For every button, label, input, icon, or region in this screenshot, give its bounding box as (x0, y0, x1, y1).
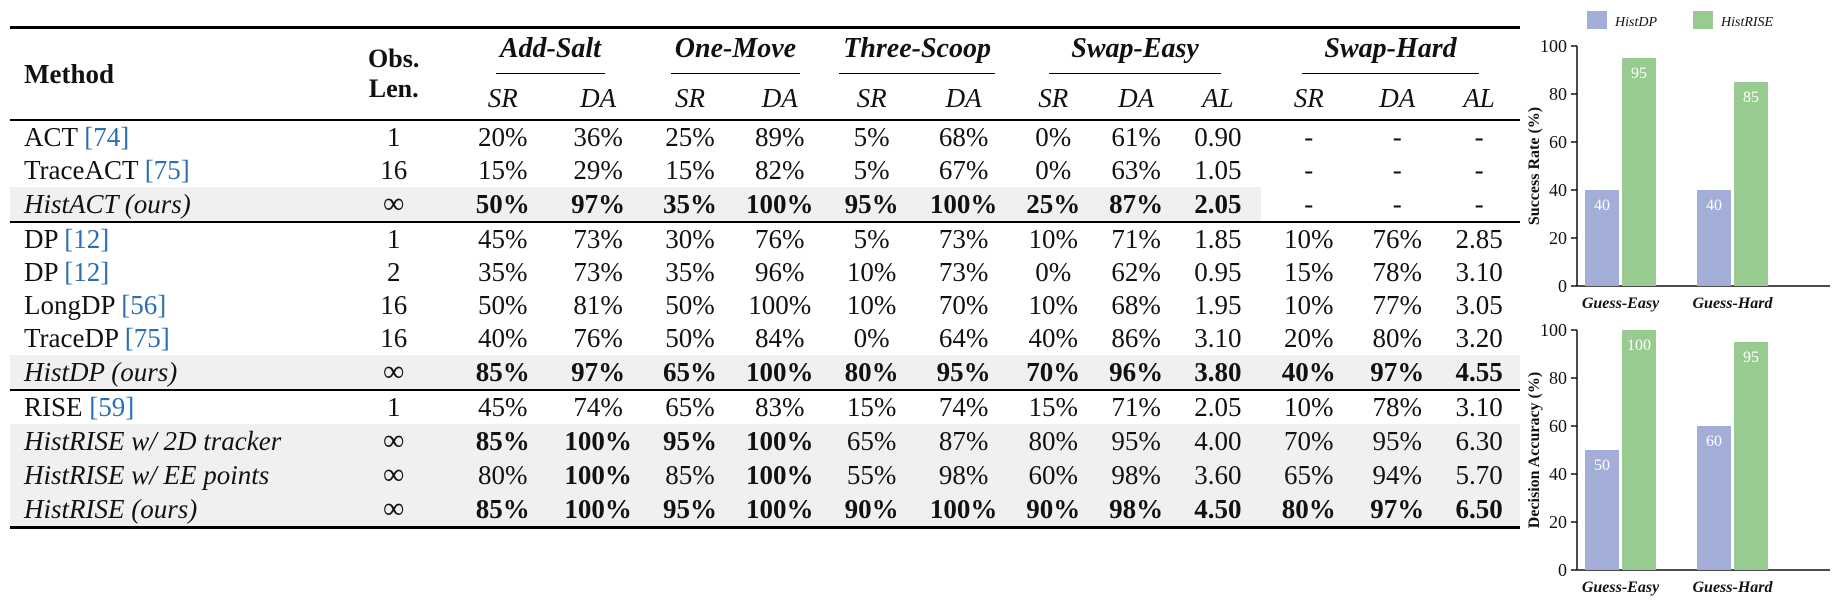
method-header: Method (10, 28, 332, 121)
bar-value-label: 40 (1594, 197, 1610, 214)
task-header-swap-hard: Swap-Hard (1261, 28, 1520, 78)
metric-cell: 10% (1028, 290, 1079, 320)
metric-header-da: DA (918, 77, 1009, 120)
metric-cell: 82% (754, 155, 805, 185)
metric-cell: 98% (1098, 492, 1175, 528)
metric-cell: 97% (550, 355, 645, 390)
metric-cell: 97% (1356, 492, 1438, 528)
y-tick-label: 40 (1549, 180, 1567, 200)
metric-cell: - (1261, 120, 1356, 154)
table-row (10, 187, 1520, 222)
citation-link[interactable]: [74] (84, 122, 130, 152)
metric-cell: 36% (550, 120, 645, 154)
metric-header-da: DA (550, 77, 645, 120)
metric-cell: 3.10 (1455, 257, 1503, 287)
results-table-container (10, 26, 1520, 529)
metric-cell: 55% (825, 458, 918, 492)
legend-label: HistDP (1615, 15, 1657, 30)
metric-cell: 65% (825, 424, 918, 458)
metric-header-sr: SR (1009, 77, 1098, 120)
metric-cell: 0.90 (1175, 120, 1261, 154)
method-label: DP (24, 257, 58, 287)
method-name (10, 120, 332, 154)
metric-cell: - (1356, 187, 1438, 222)
metric-cell: 3.80 (1175, 355, 1261, 390)
method-name (10, 492, 332, 528)
metric-cell: - (1261, 187, 1356, 222)
table-row (10, 492, 1520, 528)
y-tick-label: 40 (1549, 464, 1567, 484)
metric-cell: 80% (825, 355, 918, 390)
metric-cell: 73% (938, 257, 989, 287)
citation-link[interactable]: [75] (144, 155, 190, 185)
metric-cell: 61% (1098, 120, 1175, 154)
metric-cell: 73% (918, 222, 1009, 256)
metric-header-da: DA (734, 77, 825, 120)
method-label: HistRISE w/ EE points (24, 459, 270, 490)
metric-cell: 95% (646, 424, 735, 458)
table-row (10, 390, 1520, 424)
metric-cell: 50% (477, 290, 528, 320)
metric-cell: 0% (853, 323, 890, 353)
metric-cell: 80% (1261, 492, 1356, 528)
method-name (10, 256, 332, 289)
metric-cell: 85% (455, 424, 550, 458)
citation-link[interactable]: [59] (89, 392, 135, 422)
metric-cell: 87% (918, 424, 1009, 458)
metric-cell: 74% (918, 390, 1009, 424)
metric-cell: 98% (1098, 458, 1175, 492)
obs-len-cell: ∞ (332, 458, 455, 492)
task-header-one-move: One-Move (646, 28, 825, 78)
method-label: ACT (24, 122, 78, 152)
metric-cell: 50% (665, 323, 715, 353)
y-tick-label: 80 (1549, 368, 1567, 388)
metric-cell: 10% (1261, 390, 1356, 424)
table-row (10, 458, 1520, 492)
task-header-swap-easy: Swap-Easy (1009, 28, 1261, 78)
metric-cell: 68% (1111, 290, 1161, 320)
table-row (10, 120, 1520, 154)
metric-header-al: AL (1175, 77, 1261, 120)
method-label: HistRISE w/ 2D tracker (24, 425, 282, 456)
metric-cell: - (1392, 155, 1402, 185)
method-name (10, 424, 332, 458)
x-tick-label: Guess-Easy (1581, 579, 1660, 596)
y-axis-label: Decision Accuracy (%) (1526, 371, 1543, 529)
obs-len-cell: 1 (332, 222, 455, 256)
obs-len-line1: Obs. (368, 44, 420, 73)
metric-header-da: DA (1356, 77, 1438, 120)
metric-cell: 100% (734, 187, 825, 222)
metric-cell: 60% (1009, 458, 1098, 492)
metric-cell: 78% (1356, 390, 1438, 424)
bar (1622, 330, 1656, 570)
obs-len-cell: 16 (380, 290, 408, 320)
metric-cell: 86% (1111, 323, 1161, 353)
metric-cell: 2.85 (1438, 222, 1520, 256)
bar-value-label: 95 (1743, 349, 1759, 366)
citation-link[interactable]: [12] (64, 224, 110, 254)
y-tick-label: 60 (1549, 416, 1567, 436)
method-name (10, 355, 332, 390)
obs-len-line2: Len. (368, 74, 419, 103)
metric-cell: 77% (1372, 290, 1423, 320)
method-name (10, 322, 332, 355)
task-header-three-scoop: Three-Scoop (825, 28, 1009, 78)
metric-cell: 67% (938, 155, 989, 185)
metric-cell: 6.50 (1438, 492, 1520, 528)
metric-cell: 100% (918, 492, 1009, 528)
bar-value-label: 85 (1743, 89, 1759, 106)
metric-cell: 30% (646, 222, 735, 256)
metric-cell: 95% (1356, 424, 1438, 458)
legend-swatch (1693, 11, 1713, 29)
metric-cell: 0% (1035, 155, 1072, 185)
metric-cell: 40% (477, 323, 528, 353)
method-name (10, 289, 332, 322)
metric-cell: 0% (1009, 120, 1098, 154)
metric-header-sr: SR (825, 77, 918, 120)
metric-cell: 3.05 (1455, 290, 1503, 320)
metric-cell: 95% (1098, 424, 1175, 458)
metric-cell: 70% (938, 290, 989, 320)
method-label: HistRISE (ours) (24, 493, 198, 524)
metric-cell: 96% (754, 257, 805, 287)
y-tick-label: 60 (1549, 132, 1567, 152)
y-tick-label: 100 (1540, 320, 1567, 340)
metric-cell: 100% (550, 492, 645, 528)
metric-cell: 6.30 (1438, 424, 1520, 458)
bar-value-label: 40 (1706, 197, 1722, 214)
citation-link[interactable]: [12] (64, 257, 110, 287)
metric-cell: 97% (550, 187, 645, 222)
metric-cell: 2.05 (1175, 187, 1261, 222)
metric-cell: 15% (825, 390, 918, 424)
metric-cell: 89% (734, 120, 825, 154)
metric-cell: 40% (1028, 323, 1079, 353)
metric-cell: 3.20 (1455, 323, 1503, 353)
metric-header-sr: SR (646, 77, 735, 120)
citation-link[interactable]: [56] (121, 290, 167, 320)
metric-header-da: DA (1098, 77, 1175, 120)
table-row (10, 222, 1520, 256)
metric-cell: 85% (455, 492, 550, 528)
metric-cell: 70% (1009, 355, 1098, 390)
metric-cell: 4.55 (1438, 355, 1520, 390)
method-label: TraceACT (24, 155, 138, 185)
metric-cell: 62% (1111, 257, 1161, 287)
bar-value-label: 50 (1594, 457, 1610, 474)
method-name (10, 458, 332, 492)
bar-value-label: 95 (1631, 65, 1647, 82)
obs-len-cell: ∞ (332, 424, 455, 458)
method-label: HistACT (ours) (24, 188, 191, 219)
metric-cell: 45% (455, 390, 550, 424)
metric-cell: 68% (918, 120, 1009, 154)
metric-cell: 4.00 (1175, 424, 1261, 458)
metric-cell: 0.95 (1194, 257, 1242, 287)
metric-cell: 65% (1261, 458, 1356, 492)
y-tick-label: 20 (1549, 512, 1567, 532)
method-label: RISE (24, 392, 83, 422)
metric-cell: 5.70 (1438, 458, 1520, 492)
method-name (10, 187, 332, 222)
metric-cell: 85% (455, 355, 550, 390)
x-tick-label: Guess-Easy (1581, 295, 1660, 312)
y-tick-label: 80 (1549, 84, 1567, 104)
metric-cell: 35% (646, 187, 735, 222)
metric-cell: 10% (1261, 222, 1356, 256)
metric-cell: 78% (1372, 257, 1423, 287)
metric-cell: 63% (1111, 155, 1161, 185)
metric-cell: 2.05 (1175, 390, 1261, 424)
y-tick-label: 100 (1540, 36, 1567, 56)
metric-cell: 100% (550, 424, 645, 458)
metric-cell: 73% (550, 222, 645, 256)
results-body (10, 120, 1520, 528)
metric-cell: 4.50 (1175, 492, 1261, 528)
bar (1734, 342, 1768, 570)
table-row (10, 256, 1520, 289)
task-header-add-salt: Add-Salt (455, 28, 646, 78)
metric-cell: 100% (550, 458, 645, 492)
metric-cell: 100% (734, 492, 825, 528)
metric-cell: 5% (825, 120, 918, 154)
obs-len-cell: ∞ (332, 492, 455, 528)
metric-cell: 20% (455, 120, 550, 154)
y-tick-label: 0 (1558, 560, 1567, 580)
metric-cell: 0% (1035, 257, 1072, 287)
results-table (10, 26, 1520, 529)
obs-len-cell: 16 (380, 155, 408, 185)
metric-cell: 83% (734, 390, 825, 424)
metric-cell: 87% (1098, 187, 1175, 222)
obs-len-header (332, 28, 455, 121)
method-label: TraceDP (24, 323, 118, 353)
metric-cell: 76% (734, 222, 825, 256)
metric-cell: 81% (573, 290, 623, 320)
metric-cell: 100% (734, 424, 825, 458)
bar (1734, 82, 1768, 286)
metric-cell: 40% (1261, 355, 1356, 390)
metric-cell: 45% (455, 222, 550, 256)
legend-swatch (1587, 11, 1607, 29)
metric-cell: 15% (1283, 257, 1334, 287)
table-row (10, 355, 1520, 390)
metric-cell: 10% (846, 257, 897, 287)
metric-cell: 84% (754, 323, 805, 353)
metric-cell: - (1304, 155, 1314, 185)
metric-cell: - (1438, 120, 1520, 154)
metric-cell: 100% (748, 290, 812, 320)
metric-cell: 76% (573, 323, 623, 353)
metric-header-al: AL (1438, 77, 1520, 120)
metric-cell: 25% (1009, 187, 1098, 222)
metric-cell: 95% (646, 492, 735, 528)
metric-cell: 15% (1009, 390, 1098, 424)
obs-len-cell: 1 (332, 390, 455, 424)
metric-cell: 80% (1372, 323, 1423, 353)
y-tick-label: 20 (1549, 228, 1567, 248)
metric-header-sr: SR (1261, 77, 1356, 120)
side-charts (1525, 0, 1832, 604)
method-name (10, 154, 332, 187)
metric-cell: 15% (477, 155, 528, 185)
table-row (10, 322, 1520, 355)
y-tick-label: 0 (1558, 276, 1567, 296)
obs-len-cell: 16 (380, 323, 408, 353)
obs-len-cell: ∞ (332, 355, 455, 390)
metric-cell: 1.95 (1194, 290, 1242, 320)
metric-cell: 35% (477, 257, 528, 287)
metric-cell: 29% (573, 155, 623, 185)
metric-cell: - (1438, 187, 1520, 222)
metric-cell: 95% (918, 355, 1009, 390)
legend-label: HistRISE (1721, 15, 1774, 30)
metric-cell: 35% (665, 257, 715, 287)
metric-cell: 3.10 (1438, 390, 1520, 424)
metric-cell: 97% (1356, 355, 1438, 390)
metric-cell: 80% (455, 458, 550, 492)
metric-cell: 90% (825, 492, 918, 528)
metric-cell: 76% (1356, 222, 1438, 256)
metric-cell: - (1474, 155, 1484, 185)
citation-link[interactable]: [75] (124, 323, 170, 353)
obs-len-cell: ∞ (332, 187, 455, 222)
metric-cell: 98% (918, 458, 1009, 492)
metric-cell: 10% (1009, 222, 1098, 256)
metric-cell: 65% (646, 355, 735, 390)
metric-cell: 10% (846, 290, 897, 320)
metric-cell: 94% (1356, 458, 1438, 492)
metric-cell: 65% (646, 390, 735, 424)
method-name (10, 222, 332, 256)
metric-cell: 71% (1098, 390, 1175, 424)
metric-cell: 100% (918, 187, 1009, 222)
metric-cell: 3.60 (1175, 458, 1261, 492)
metric-cell: 25% (646, 120, 735, 154)
metric-cell: 70% (1261, 424, 1356, 458)
metric-cell: 50% (455, 187, 550, 222)
metric-cell: 5% (853, 155, 890, 185)
bar-value-label: 100 (1627, 337, 1651, 354)
metric-cell: 1.85 (1175, 222, 1261, 256)
bar (1622, 58, 1656, 286)
metric-cell: 95% (825, 187, 918, 222)
metric-cell: 80% (1009, 424, 1098, 458)
obs-len-cell: 2 (386, 257, 401, 287)
metric-cell: 85% (646, 458, 735, 492)
metric-cell: 64% (938, 323, 989, 353)
y-axis-label: Success Rate (%) (1526, 106, 1543, 226)
method-label: LongDP (24, 290, 115, 320)
metric-cell: 90% (1009, 492, 1098, 528)
metric-cell: 10% (1283, 290, 1334, 320)
bar-value-label: 60 (1706, 433, 1722, 450)
metric-cell: 1.05 (1194, 155, 1242, 185)
method-label: HistDP (ours) (24, 356, 178, 387)
metric-cell: 74% (550, 390, 645, 424)
metric-header-sr: SR (455, 77, 550, 120)
method-name (10, 390, 332, 424)
method-label: DP (24, 224, 58, 254)
metric-cell: - (1356, 120, 1438, 154)
metric-cell: 50% (665, 290, 715, 320)
metric-cell: 71% (1098, 222, 1175, 256)
metric-cell: 73% (573, 257, 623, 287)
metric-cell: 5% (825, 222, 918, 256)
metric-cell: 20% (1283, 323, 1334, 353)
x-tick-label: Guess-Hard (1692, 295, 1773, 312)
table-row (10, 289, 1520, 322)
metric-cell: 100% (734, 355, 825, 390)
metric-cell: 96% (1098, 355, 1175, 390)
metric-cell: 100% (734, 458, 825, 492)
table-row (10, 424, 1520, 458)
x-tick-label: Guess-Hard (1692, 579, 1773, 596)
metric-cell: 3.10 (1194, 323, 1242, 353)
bar-charts (1525, 0, 1832, 604)
table-row (10, 154, 1520, 187)
obs-len-cell: 1 (332, 120, 455, 154)
metric-cell: 15% (665, 155, 715, 185)
